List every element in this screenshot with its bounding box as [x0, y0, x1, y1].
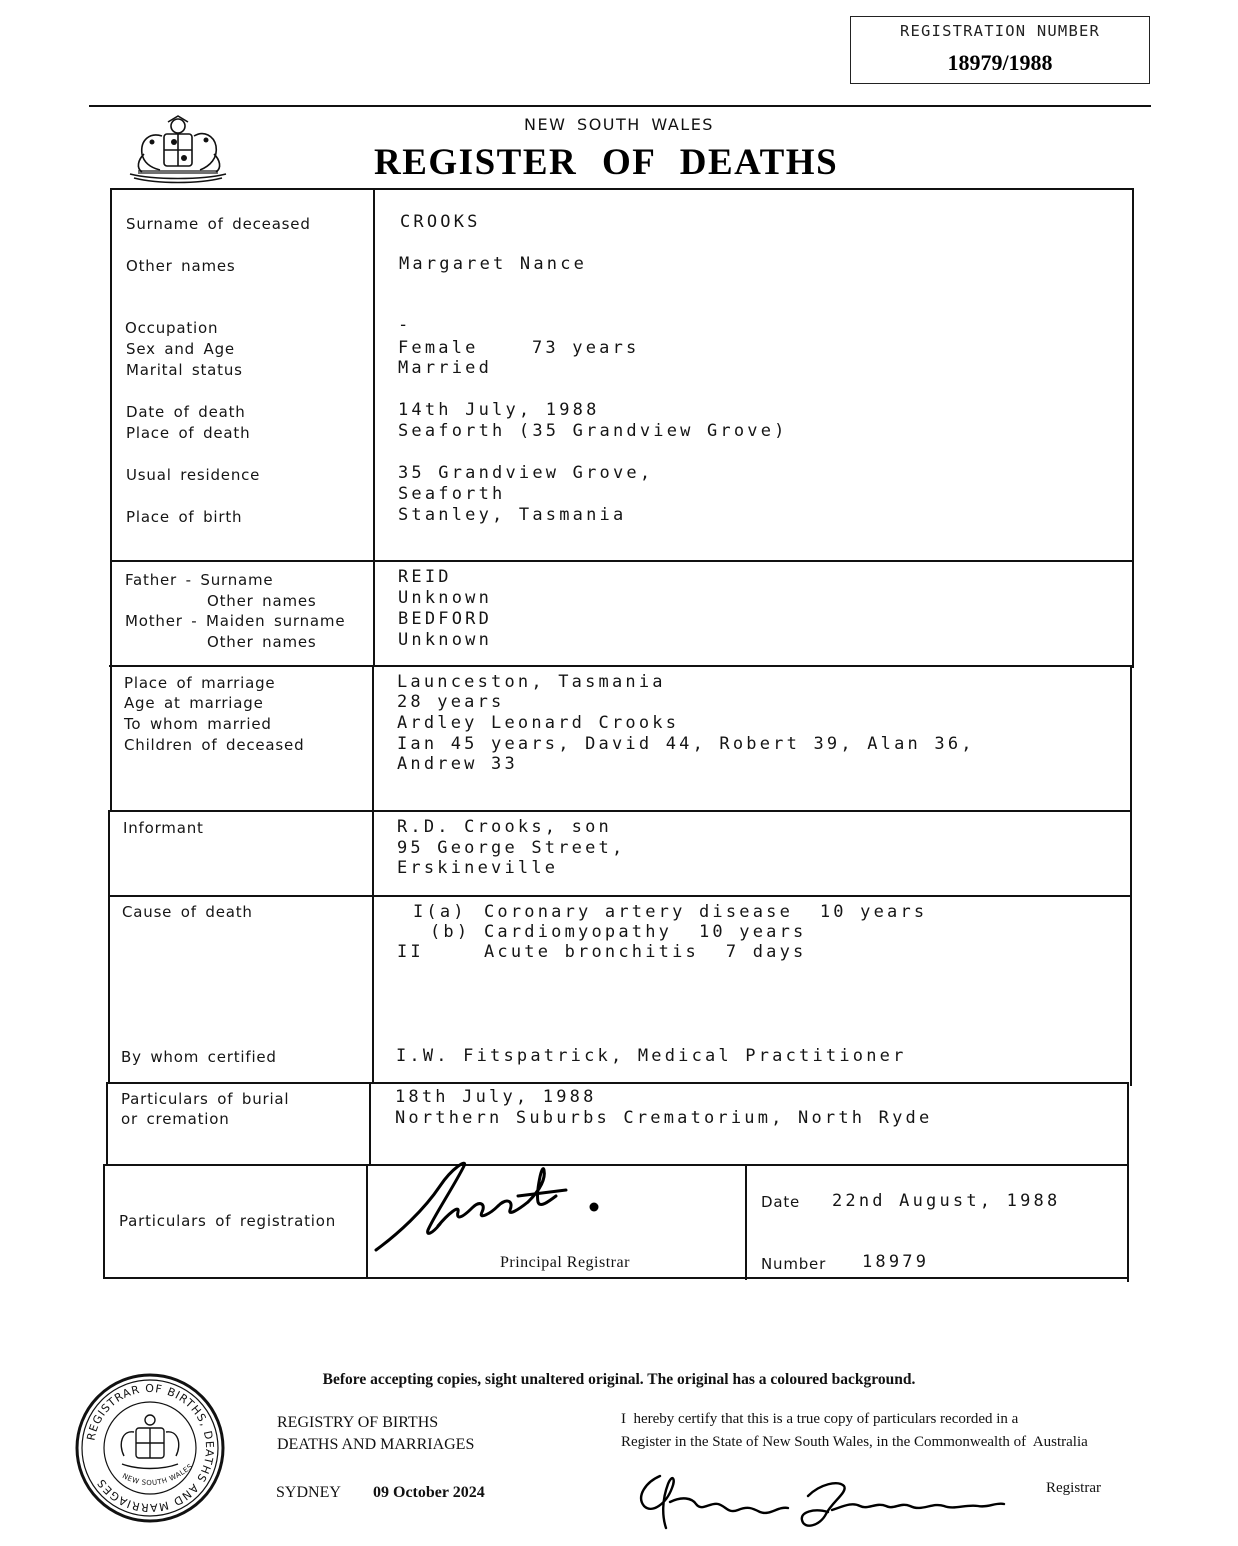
mother-other-names-label: Other names: [207, 633, 317, 651]
place-of-death-value: Seaforth (35 Grandview Grove): [398, 421, 788, 441]
children-label: Children of deceased: [124, 736, 305, 754]
mother-surname-label: Mother - Maiden surname: [125, 612, 346, 630]
registration-number-value: 18979: [862, 1252, 930, 1272]
registry-name-line-1: REGISTRY OF BIRTHS: [277, 1414, 439, 1431]
principal-registrar-title: Principal Registrar: [500, 1254, 630, 1271]
children-line-2: Andrew 33: [397, 754, 518, 774]
page-title: REGISTER OF DEATHS: [374, 142, 839, 183]
surname-label: Surname of deceased: [126, 215, 311, 233]
issue-date: 09 October 2024: [373, 1484, 485, 1501]
registration-number: 18979/1988: [947, 50, 1053, 75]
children-line-1: Ian 45 years, David 44, Robert 39, Alan 36,: [397, 734, 975, 754]
cause-ib-value: Cardiomyopathy 10 years: [484, 922, 807, 942]
certification-line-1: I hereby certify that this is a true copy of particulars recorded in a: [621, 1411, 1019, 1427]
usual-residence-label: Usual residence: [126, 466, 261, 484]
burial-date-value: 18th July, 1988: [395, 1087, 597, 1107]
usual-residence-line-1: 35 Grandview Grove,: [398, 463, 654, 483]
place-of-birth-label: Place of birth: [126, 508, 243, 526]
informant-label: Informant: [123, 819, 204, 837]
usual-residence-line-2: Seaforth: [398, 484, 506, 504]
principal-registrar-signature-icon: [368, 1152, 608, 1258]
marital-status-value: Married: [398, 358, 493, 378]
father-other-names-label: Other names: [207, 592, 317, 610]
burial-label-line-2: or cremation: [121, 1110, 230, 1128]
seal-outer-text: REGISTRAR OF BIRTHS, DEATHS AND MARRIAGES: [84, 1381, 217, 1515]
place-of-marriage-value: Launceston, Tasmania: [397, 672, 666, 692]
mother-other-names-value: Unknown: [398, 630, 493, 650]
registrar-signature-icon: [632, 1462, 1012, 1534]
sex-age-label: Sex and Age: [126, 340, 235, 358]
occupation-value: -: [398, 315, 412, 335]
informant-line-2: 95 George Street,: [397, 838, 626, 858]
age-value: 73 years: [532, 338, 640, 358]
place-of-marriage-label: Place of marriage: [124, 674, 276, 692]
father-other-names-value: Unknown: [398, 588, 493, 608]
date-of-death-value: 14th July, 1988: [398, 400, 600, 420]
place-of-death-label: Place of death: [126, 424, 251, 442]
to-whom-married-value: Ardley Leonard Crooks: [397, 713, 680, 733]
registration-number-label: REGISTRATION NUMBER: [899, 22, 1101, 40]
date-of-death-label: Date of death: [126, 403, 246, 421]
father-surname-value: REID: [398, 567, 452, 587]
registrar-title: Registrar: [1046, 1480, 1101, 1496]
registrar-seal-icon: [74, 1372, 226, 1524]
certified-by-value: I.W. Fitspatrick, Medical Practitioner: [396, 1046, 907, 1066]
certified-by-label: By whom certified: [121, 1048, 277, 1066]
registration-date-value: 22nd August, 1988: [832, 1191, 1061, 1211]
informant-line-3: Erskineville: [397, 858, 559, 878]
sex-value: Female: [398, 338, 479, 358]
registration-particulars-label: Particulars of registration: [119, 1212, 337, 1230]
surname-value: CROOKS: [400, 212, 481, 232]
state-name: NEW SOUTH WALES: [524, 115, 714, 134]
informant-line-1: R.D. Crooks, son: [397, 817, 612, 837]
age-at-marriage-label: Age at marriage: [124, 694, 264, 712]
registration-date-label: Date: [761, 1193, 801, 1211]
cause-ii-value: Acute bronchitis 7 days: [484, 942, 807, 962]
registration-number-label-2: Number: [761, 1255, 827, 1273]
issue-city: SYDNEY: [276, 1484, 341, 1501]
occupation-label: Occupation: [125, 319, 219, 337]
registration-number-box: [850, 16, 1150, 84]
father-surname-label: Father - Surname: [125, 571, 274, 589]
svg-text:NEW SOUTH WALES: [121, 1462, 195, 1487]
cause-ib-number: (b): [430, 922, 471, 942]
to-whom-married-label: To whom married: [124, 715, 272, 733]
other-names-value: Margaret Nance: [399, 254, 588, 274]
cause-of-death-label: Cause of death: [122, 903, 253, 921]
age-at-marriage-value: 28 years: [397, 692, 505, 712]
cause-ia-value: Coronary artery disease 10 years: [484, 902, 928, 922]
seal-inner-text: NEW SOUTH WALES: [120, 1462, 195, 1488]
authenticity-warning: Before accepting copies, sight unaltered original. The original has a coloured background.: [322, 1371, 916, 1388]
cause-ia-number: I(a): [413, 902, 467, 922]
cause-ii-number: II: [397, 942, 424, 962]
burial-label-line-1: Particulars of burial: [121, 1090, 290, 1108]
registry-name-line-2: DEATHS AND MARRIAGES: [277, 1436, 475, 1453]
other-names-label: Other names: [126, 257, 236, 275]
mother-surname-value: BEDFORD: [398, 609, 493, 629]
marital-status-label: Marital status: [126, 361, 243, 379]
place-of-birth-value: Stanley, Tasmania: [398, 505, 627, 525]
burial-place-value: Northern Suburbs Crematorium, North Ryde: [395, 1108, 933, 1128]
header-rule: [89, 105, 1151, 107]
certification-line-2: Register in the State of New South Wales, in the Commonwealth of Australia: [621, 1434, 1088, 1450]
